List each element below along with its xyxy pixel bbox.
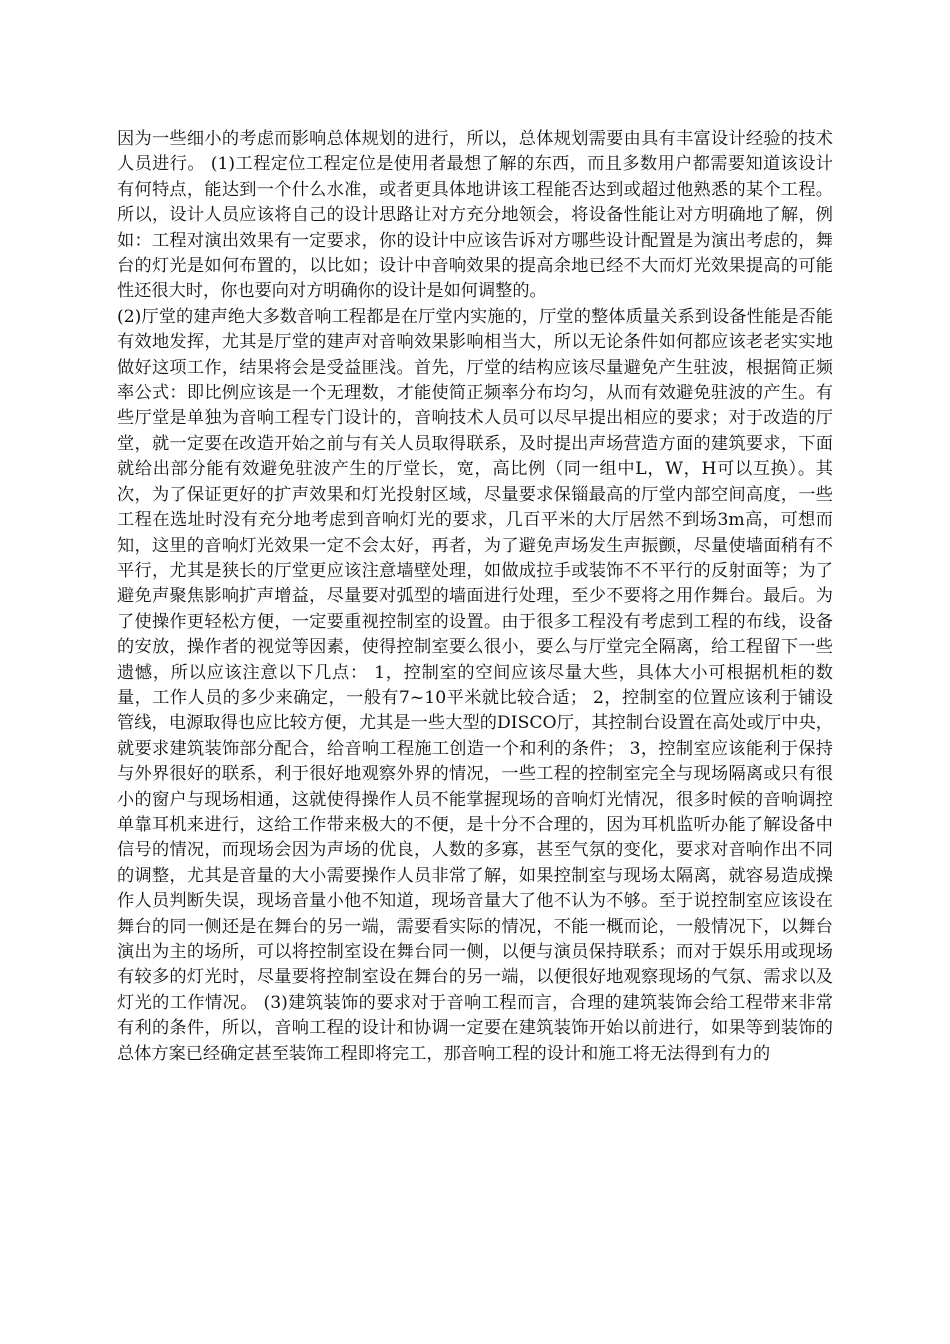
body-text <box>117 127 833 1067</box>
paragraph-2: (2)厅堂的建声绝大多数音响工程都是在厅堂内实施的，厅堂的整体质量关系到设备性能是否能有效地发挥，尤其是厅堂的建声对音响效果影响相当大，所以无论条件如何都应该老老实实地做好这项工作，结果将会是受益匪浅。首先，厅堂的结构应该尽量避免产生驻波，根据简正频率公式：即比例应该是一个无理数，才能使简正频率分布均匀，从而有效避免驻波的产生。有些厅堂是单独为音响工程专门设计的，音响技术人员可以尽早提出相应的要求；对于改造的厅堂，就一定要在改造开始之前与有关人员取得联系，及时提出声场营造方面的建筑要求，下面就给出部分能有效避免驻波产生的厅堂长，宽，高比例（同一组中L，W，H可以互换）。其次，为了保证更好的扩声效果和灯光投射区域，尽量要求保锱最高的厅堂内部空间高度，一些工程在选址时没有充分地考虑到音响灯光的要求，几百平米的大厅居然不到场3m高，可想而知，这里的音响灯光效果一定不会太好，再者，为了避免声场发生声振颤，尽量使墙面稍有不平行，尤其是狭长的厅堂更应该注意墙壁处理，如做成拉手或装饰不不平行的反射面等；为了避免声聚焦影响扩声增益，尽量要对弧型的墙面进行处理，至少不要将之用作舞台。最后。为了使操作更轻松方便，一定要重视控制室的设置。由于很多工程没有考虑到工程的布线，设备的安放，操作者的视觉等因素，使得控制室要么很小，要么与厅堂完全隔离，给工程留下一些遗憾，所以应该注意以下几点： 1，控制室的空间应该尽量大些，具体大小可根据机柜的数量，工作人员的多少来确定，一般有7~10平米就比较合适； 2，控制室的位置应该利于铺设管线，电源取得也应比较方便，尤其是一些大型的DISCO厅，其控制台设置在高处或厅中央，就要求建筑装饰部分配合，给音响工程施工创造一个和利的条件； 3，控制室应该能利于保持与外界很好的联系，利于很好地观察外界的情况，一些工程的控制室完全与现场隔离或只有很小的窗户与现场相通，这就使得操作人员不能掌握现场的音响灯光情况，很多时候的音响调控单靠耳机来进行，这给工作带来极大的不便，是十分不合理的，因为耳机监听办能了解设备中信号的情况，而现场会因为声场的优良，人数的多寡，甚至气氛的变化，要求对音响作出不同的调整，尤其是音量的大小需要操作人员非常了解，如果控制室与现场太隔离，就容易造成操作人员判断失误，现场音量小他不知道，现场音量大了他不认为不够。至于说控制室应该设在舞台的同一侧还是在舞台的另一端，需要看实际的情况，不能一概而论，一般情况下，以舞台演出为主的场所，可以将控制室设在舞台同一侧，以便与演员保持联系；而对于娱乐用或现场有较多的灯光时，尽量要将控制室设在舞台的另一端，以便很好地观察现场的气氛、需求以及灯光的工作情况。 (3)建筑装饰的要求对于音响工程而言，合理的建筑装饰会给工程带来非常有利的条件，所以，音响工程的设计和协调一定要在建筑装饰开始以前进行，如果等到装饰的总体方案已经确定甚至装饰工程即将完工，那音响工程的设计和施工将无法得到有力的 <box>117 306 833 1064</box>
paragraph-1: 因为一些细小的考虑而影响总体规划的进行，所以，总体规划需要由具有丰富设计经验的技术人员进行。 (1)工程定位工程定位是使用者最想了解的东西，而且多数用户都需要知道该设计有何特点，能达到一个什么水准，或者更具体地讲该工程能否达到或超过他熟悉的某个工程。所以，设计人员应该将自己的设计思路让对方充分地领会，将设备性能让对方明确地了解，例如：工程对演出效果有一定要求，你的设计中应该告诉对方哪些设计配置是为演出考虑的，舞台的灯光是如何布置的，以比如；设计中音响效果的提高余地已经不大而灯光效果提高的可能性还很大时，你也要向对方明确你的设计是如何调整的。 <box>117 129 833 302</box>
